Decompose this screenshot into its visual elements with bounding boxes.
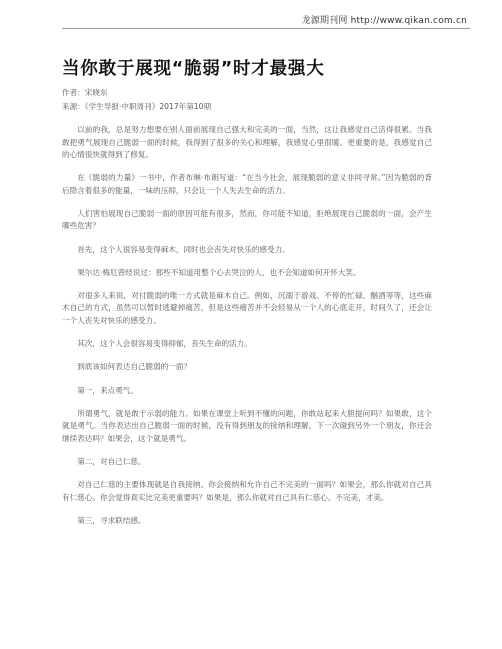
- body-paragraph: 所谓勇气，就是敢于示弱的能力。如果在课堂上听到不懂的问题，你敢站起来大胆提问吗？如果敢，这个就是勇气。当你表达出自己脆弱一面的时候，没有得到朋友的接纳和理解，下一次碰到另外一个朋友，你还会继续表达吗？如果会，这个就是勇气。: [62, 408, 432, 443]
- body-paragraph: 以前的我，总是努力想要在别人面前展现自己强大和完美的一面，当然，这让我感觉自己活得很累。当我敢把勇气展现自己脆弱一面的时候，我得到了很多的关心和理解，我感觉心里很暖。更重要的是，我感觉自己的心情很快就得到了修复。: [62, 125, 432, 159]
- body-paragraph: 对自己仁慈的主要体现就是自我接纳。你会接纳和允许自己不完美的一面吗？如果会，那么你就对自己具有仁慈心。你会觉得真实比完美更重要吗？如果是，那么你就对自己具有仁慈心。不完美，才美。: [62, 480, 432, 502]
- body-paragraph: 人们害怕展现自己脆弱一面的原因可能有很多，然而，你可能不知道，拒绝展现自己脆弱的一面，会产生哪些危害？: [62, 208, 432, 231]
- body-paragraph: 第三，寻求联结感。: [77, 515, 146, 525]
- article-body: [62, 124, 432, 538]
- body-paragraph: 首先，这个人很容易变得麻木，同时也会丧失对快乐的感受力。: [77, 244, 290, 254]
- header-divider: [62, 28, 470, 29]
- body-paragraph: 第二，对自己仁慈。: [77, 456, 146, 466]
- body-paragraph: 第一，来点勇气。: [77, 385, 138, 395]
- body-paragraph: 果尔达·梅厄曾经说过：那些不知道用整个心去哭泣的人，也不会知道如何开怀大笑。: [77, 267, 361, 277]
- site-header: 龙源期刊网 http://www.qikan.com.cn: [301, 16, 467, 26]
- article-title: 当你敢于展现“脆弱”时才最强大: [62, 59, 325, 79]
- body-paragraph: 其次，这个人会很容易变得抑郁，丧失生命的活力。: [77, 339, 252, 349]
- body-paragraph: 在《脆弱的力量》一书中，作者布琳·布朗写道：“在当今社会，展现脆弱的意义非同寻常。”因为脆弱的背后隐含着很多的能量，一味的压抑，只会让一个人失去生命的活力。: [62, 173, 432, 195]
- article-author: 作者：宋晓东: [62, 88, 108, 97]
- body-paragraph: 到底该如何表达自己脆弱的一面？: [77, 362, 192, 372]
- article-source: 来源：《学生导报·中职周刊》2017年第10期: [62, 102, 212, 111]
- body-paragraph: 对很多人来说，对付脆弱的唯一方式就是麻木自己。例如，沉溺于游戏、不停的忙碌、酗酒等等，这些麻木自己的方式，虽然可以暂时逃避掉痛苦，但是这些痛苦并不会轻易从一个人的心底走开，时间久了，还会让一个人丧失对快乐的感受力。: [62, 290, 432, 325]
